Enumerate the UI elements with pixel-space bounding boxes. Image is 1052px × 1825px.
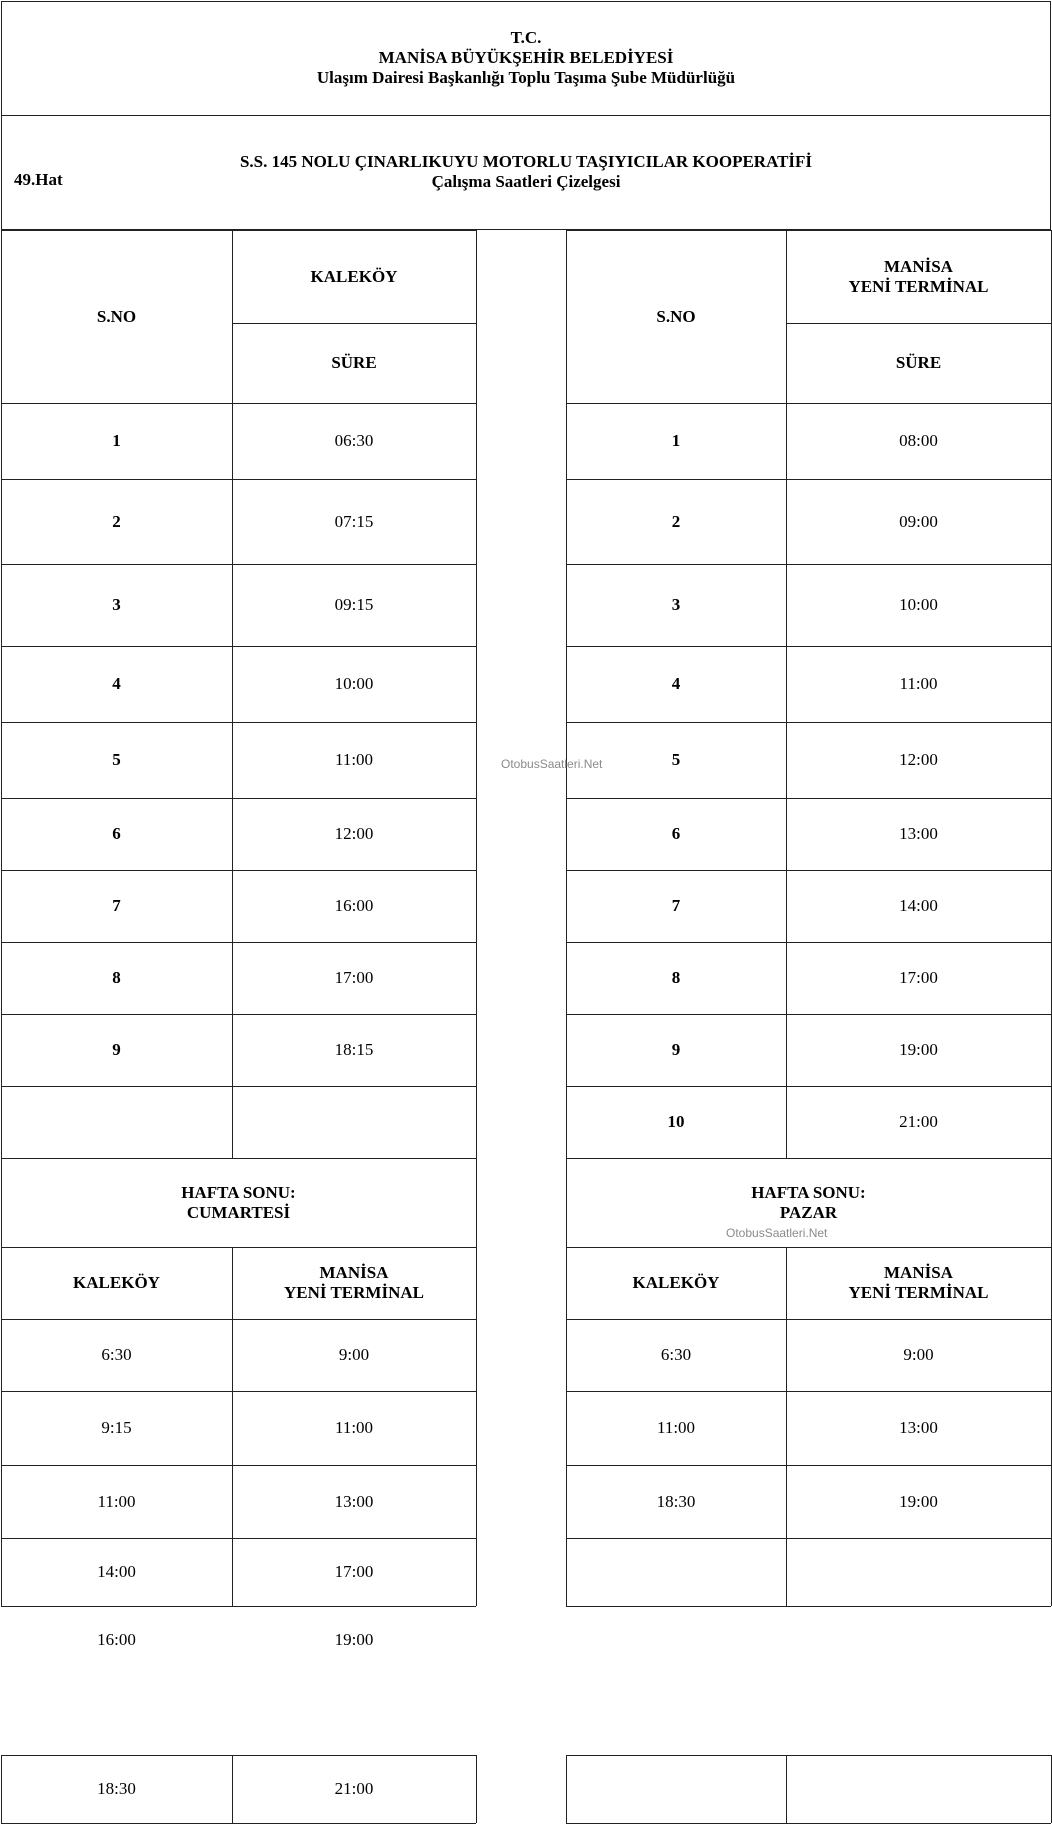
- right-row-number: 3: [671, 595, 681, 614]
- saturday-row-manisa: 19:00: [334, 1630, 374, 1649]
- left-row-number: 7: [112, 896, 121, 915]
- right-sure-header: SÜRE: [895, 353, 942, 372]
- right-stop-header: MANİSA YENİ TERMİNAL: [848, 256, 989, 296]
- right-row-time: 19:00: [899, 1040, 938, 1059]
- saturday-row-kalekoy: 14:00: [97, 1562, 136, 1581]
- sunday-row-manisa: [786, 1606, 1051, 1674]
- saturday-row-manisa: 11:00: [334, 1418, 374, 1437]
- left-row-time: 11:00: [334, 750, 374, 769]
- sunday-row-kalekoy: 6:30: [660, 1345, 692, 1364]
- grid-line: [1, 1823, 476, 1824]
- saturday-col1-header: KALEKÖY: [73, 1273, 160, 1292]
- right-row-number: 10: [667, 1112, 685, 1131]
- saturday-row-manisa: 13:00: [334, 1491, 374, 1511]
- right-row-number: 9: [671, 1040, 681, 1059]
- left-row-time: [232, 1086, 476, 1158]
- saturday-row-kalekoy: 11:00: [97, 1491, 136, 1511]
- saturday-col2-header: MANİSA YENİ TERMİNAL: [284, 1263, 424, 1302]
- header-title: [0, 28, 1052, 88]
- sunday-extra-manisa: [786, 1755, 1051, 1823]
- saturday-row-kalekoy: 9:15: [101, 1418, 132, 1437]
- left-row-number: [1, 1086, 232, 1158]
- left-row-time: 07:15: [334, 511, 374, 531]
- left-sno-header: S.NO: [96, 306, 137, 326]
- sunday-row-manisa: [786, 1538, 1051, 1606]
- route-cooperative: S.S. 145 NOLU ÇINARLIKUYU MOTORLU TAŞIYICILAR KOOPERATİFİ: [239, 152, 813, 171]
- route-title: [0, 152, 1052, 192]
- left-row-time: 17:00: [334, 968, 374, 987]
- sunday-row-kalekoy: [566, 1538, 786, 1606]
- saturday-row-kalekoy: 6:30: [101, 1345, 132, 1364]
- right-row-number: 5: [671, 750, 681, 769]
- sunday-row-kalekoy: 11:00: [656, 1418, 696, 1437]
- sunday-row-kalekoy: 18:30: [656, 1491, 696, 1511]
- right-row-time: 13:00: [899, 824, 938, 843]
- sunday-title: HAFTA SONU: PAZAR: [751, 1182, 866, 1222]
- right-row-number: 4: [671, 674, 681, 693]
- right-row-time: 17:00: [899, 968, 938, 987]
- left-row-number: 1: [112, 431, 121, 450]
- left-row-number: 3: [112, 595, 121, 614]
- right-row-time: 12:00: [899, 750, 938, 769]
- left-sure-header: SÜRE: [331, 353, 377, 372]
- saturday-row-kalekoy: 16:00: [97, 1630, 136, 1649]
- grid-line: [476, 230, 477, 1606]
- right-row-number: 2: [671, 511, 681, 531]
- right-row-time: 11:00: [899, 674, 938, 693]
- saturday-extra-manisa: 21:00: [334, 1779, 374, 1798]
- left-stop-header: KALEKÖY: [310, 266, 398, 286]
- right-row-time: 21:00: [899, 1112, 938, 1131]
- left-row-time: 06:30: [334, 431, 374, 450]
- right-row-time: 09:00: [899, 511, 938, 531]
- watermark-center: OtobusSaatleri.Net: [501, 757, 603, 771]
- header-department: Ulaşım Dairesi Başkanlığı Toplu Taşıma Şube Müdürlüğü: [316, 68, 736, 87]
- left-row-time: 10:00: [334, 674, 374, 693]
- left-row-number: 9: [112, 1040, 121, 1059]
- sunday-extra-kalekoy: [566, 1755, 786, 1823]
- sunday-row-manisa: 19:00: [899, 1491, 938, 1511]
- grid-line: [476, 1755, 477, 1823]
- left-row-number: 5: [112, 750, 121, 769]
- left-row-time: 18:15: [334, 1040, 374, 1059]
- right-sno-header: S.NO: [656, 306, 696, 326]
- sunday-row-kalekoy: [566, 1606, 786, 1674]
- left-row-number: 6: [112, 824, 121, 843]
- right-row-number: 6: [671, 824, 681, 843]
- route-subtitle: Çalışma Saatleri Çizelgesi: [431, 172, 621, 191]
- saturday-title: HAFTA SONU: CUMARTESİ: [181, 1182, 296, 1222]
- left-row-number: 2: [112, 511, 121, 531]
- header-tc: T.C.: [510, 28, 542, 47]
- grid-line: [566, 1823, 1051, 1824]
- saturday-row-manisa: 9:00: [338, 1345, 370, 1364]
- right-row-time: 08:00: [899, 431, 938, 450]
- right-row-number: 7: [671, 896, 681, 915]
- watermark-sunday: OtobusSaatleri.Net: [726, 1226, 828, 1240]
- right-row-time: 14:00: [899, 896, 938, 915]
- right-row-number: 1: [671, 431, 681, 450]
- saturday-extra-kalekoy: 18:30: [97, 1779, 136, 1798]
- sunday-row-manisa: 13:00: [899, 1418, 938, 1437]
- left-row-time: 16:00: [334, 896, 374, 915]
- saturday-row-manisa: 17:00: [334, 1562, 374, 1581]
- left-row-time: 12:00: [334, 824, 374, 843]
- left-row-number: 4: [112, 674, 121, 693]
- sunday-row-manisa: 9:00: [903, 1345, 934, 1364]
- right-row-time: 10:00: [899, 595, 938, 614]
- left-row-time: 09:15: [334, 595, 374, 614]
- header-municipality: MANİSA BÜYÜKŞEHİR BELEDİYESİ: [378, 48, 674, 67]
- sunday-col2-header: MANİSA YENİ TERMİNAL: [848, 1263, 989, 1302]
- sunday-col1-header: KALEKÖY: [632, 1273, 720, 1292]
- left-row-number: 8: [112, 968, 121, 987]
- route-code: 49.Hat: [14, 170, 63, 189]
- right-row-number: 8: [671, 968, 681, 987]
